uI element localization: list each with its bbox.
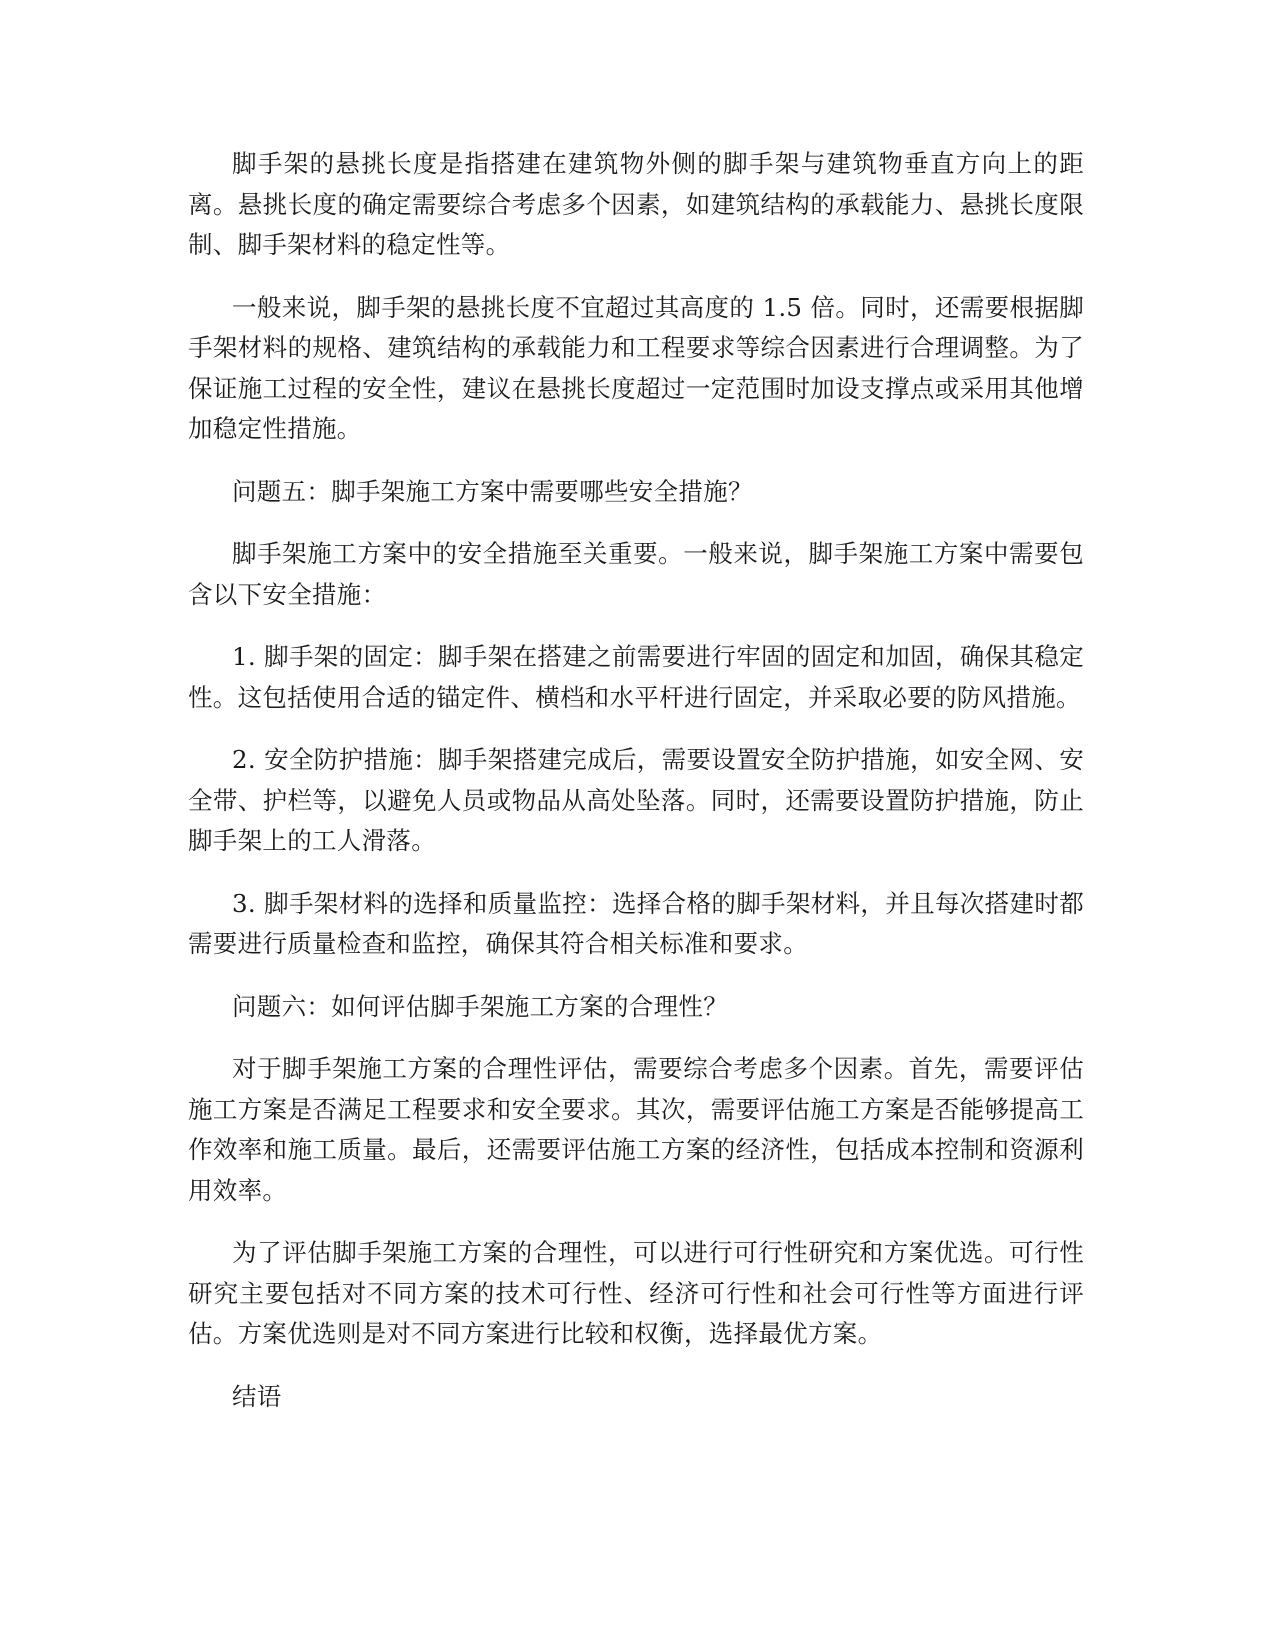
paragraph-feasibility-study: 为了评估脚手架施工方案的合理性，可以进行可行性研究和方案优选。可行性研究主要包括对不同方案的技术可行性、经济可行性和社会可行性等方面进行评估。方案优选则是对不同方案进行比较和权衡，选择最优方案。 [188, 1238, 1084, 1348]
question-five-heading: 问题五：脚手架施工方案中需要哪些安全措施？ [232, 476, 753, 506]
list-item-protection: 2. 安全防护措施：脚手架搭建完成后，需要设置安全防护措施，如安全网、安全带、护栏等，以避免人员或物品从高处坠落。同时，还需要设置防护措施，防止脚手架上的工人滑落。 [188, 745, 1084, 855]
paragraph-cantilever-limit: 一般来说，脚手架的悬挑长度不宜超过其高度的 1.5 倍。同时，还需要根据脚手架材料的规格、建筑结构的承载能力和工程要求等综合因素进行合理调整。为了保证施工过程的安全性，建议在悬挑长度超过一定范围时加设支撑点或采用其他增加稳定性措施。 [188, 292, 1084, 443]
paragraph-safety-intro: 脚手架施工方案中的安全措施至关重要。一般来说，脚手架施工方案中需要包含以下安全措施： [188, 539, 1084, 609]
list-item-materials: 3. 脚手架材料的选择和质量监控：选择合格的脚手架材料，并且每次搭建时都需要进行质量检查和监控，确保其符合相关标准和要求。 [188, 888, 1084, 958]
question-six-heading: 问题六：如何评估脚手架施工方案的合理性？ [232, 991, 728, 1021]
paragraph-evaluation-factors: 对于脚手架施工方案的合理性评估，需要综合考虑多个因素。首先，需要评估施工方案是否满足工程要求和安全要求。其次，需要评估施工方案是否能够提高工作效率和施工质量。最后，还需要评估施工方案的经济性，包括成本控制和资源利用效率。 [188, 1054, 1084, 1205]
conclusion-heading: 结语 [232, 1381, 282, 1411]
document-body [188, 144, 1084, 1439]
paragraph-cantilever-definition: 脚手架的悬挑长度是指搭建在建筑物外侧的脚手架与建筑物垂直方向上的距离。悬挑长度的确定需要综合考虑多个因素，如建筑结构的承载能力、悬挑长度限制、脚手架材料的稳定性等。 [188, 149, 1084, 259]
list-item-fixing: 1. 脚手架的固定：脚手架在搭建之前需要进行牢固的固定和加固，确保其稳定性。这包括使用合适的锚定件、横档和水平杆进行固定，并采取必要的防风措施。 [188, 642, 1084, 712]
